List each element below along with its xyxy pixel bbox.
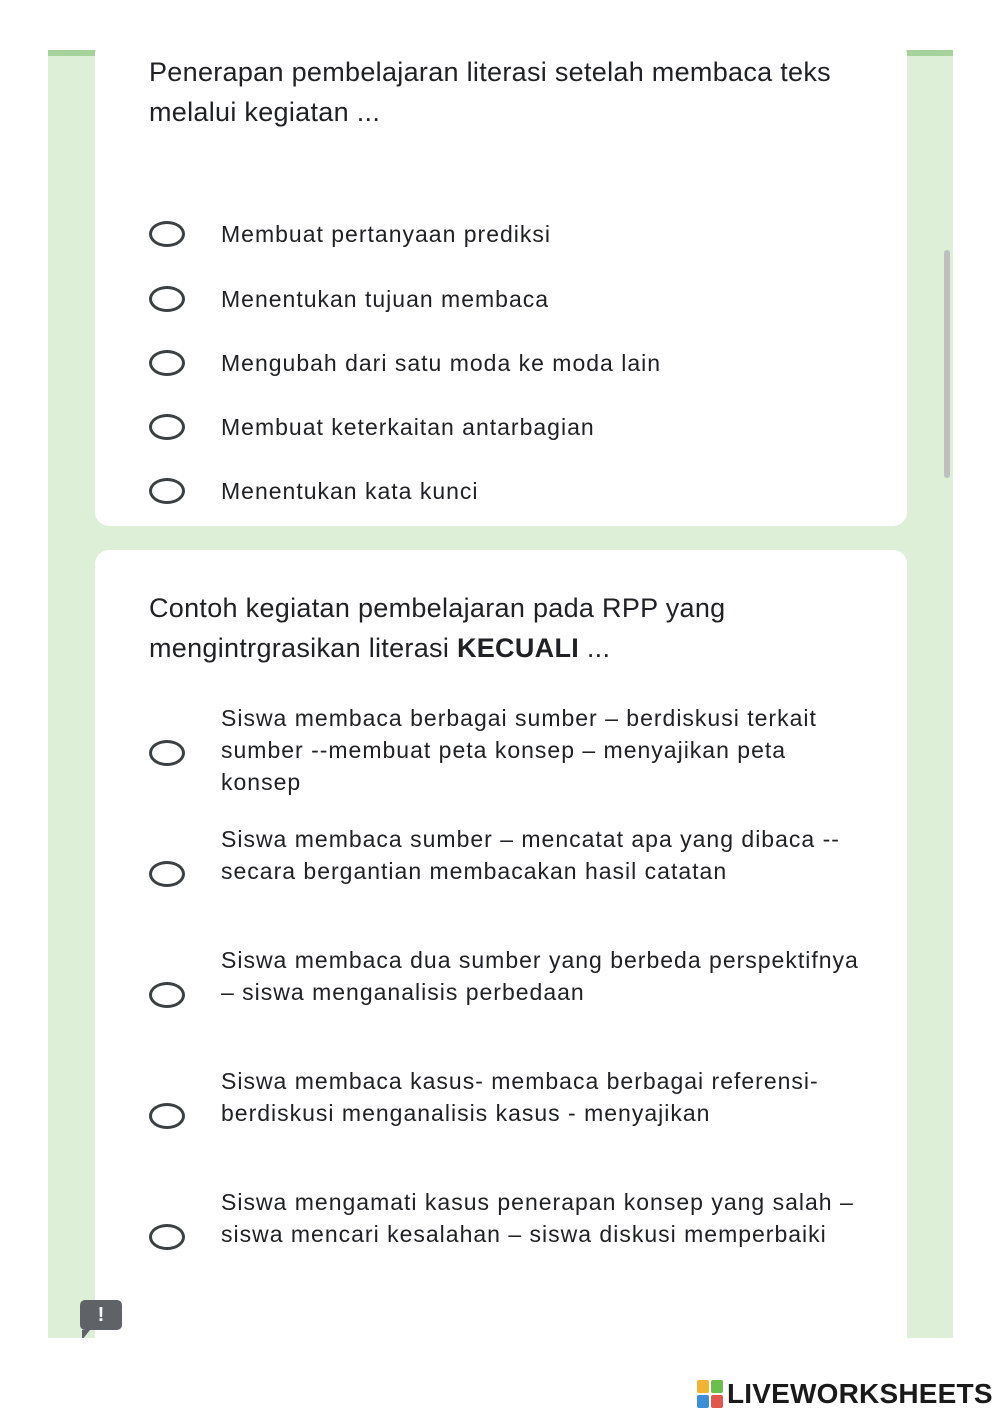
liveworksheets-logo-icon (697, 1380, 723, 1408)
radio-button-icon[interactable] (149, 414, 185, 440)
option-label: Membuat pertanyaan prediksi (221, 221, 551, 247)
logo-square-icon (697, 1380, 709, 1393)
radio-button-icon[interactable] (149, 1224, 185, 1250)
exclamation-icon: ! (97, 1304, 105, 1326)
question-card-1 (95, 50, 907, 526)
question-1-text: Penerapan pembelajaran literasi setelah membaca teks melalui kegiatan ... (149, 57, 831, 127)
question-card-2 (95, 550, 907, 1338)
report-feedback-icon[interactable] (80, 1300, 122, 1330)
radio-button-icon[interactable] (149, 740, 185, 766)
radio-button-icon[interactable] (149, 982, 185, 1008)
option-label: Mengubah dari satu moda ke moda lain (221, 350, 662, 376)
option-label: Siswa membaca sumber – mencatat apa yang dibaca -- secara bergantian membacakan hasil catatan (221, 826, 840, 884)
question-2-text (149, 588, 849, 668)
question-2-text-end: ... (579, 633, 611, 663)
option-label: Menentukan tujuan membaca (221, 286, 550, 312)
radio-button-icon[interactable] (149, 221, 185, 247)
radio-button-icon[interactable] (149, 478, 185, 504)
question-2-keyword: KECUALI (456, 633, 580, 663)
logo-square-icon (697, 1395, 709, 1408)
radio-button-icon[interactable] (149, 286, 185, 312)
option-label: Menentukan kata kunci (221, 478, 479, 504)
option-label: Siswa mengamati kasus penerapan konsep yang salah – siswa mencari kesalahan – siswa diskusi memperbaiki (221, 1189, 854, 1247)
radio-button-icon[interactable] (149, 861, 185, 887)
option-label: Membuat keterkaitan antarbagian (221, 414, 595, 440)
logo-square-icon (711, 1395, 723, 1408)
option-label: Siswa membaca kasus- membaca berbagai referensi- berdiskusi menganalisis kasus - menyajikan (221, 1068, 819, 1126)
option-label: Siswa membaca berbagai sumber – berdiskusi terkait sumber --membuat peta konsep – menyajikan peta konsep (221, 705, 817, 795)
radio-button-icon[interactable] (149, 1103, 185, 1129)
form-viewport (48, 50, 953, 1338)
option-label: Siswa membaca dua sumber yang berbeda perspektifnya – siswa menganalisis perbedaan (221, 947, 859, 1005)
question-2-text-start: Contoh kegiatan pembelajaran pada RPP yang mengintrgrasikan literasi (149, 593, 726, 663)
scrollbar[interactable] (944, 250, 950, 478)
watermark-text: LIVEWORKSHEETS (727, 1378, 993, 1409)
logo-square-icon (711, 1380, 723, 1393)
radio-button-icon[interactable] (149, 350, 185, 376)
